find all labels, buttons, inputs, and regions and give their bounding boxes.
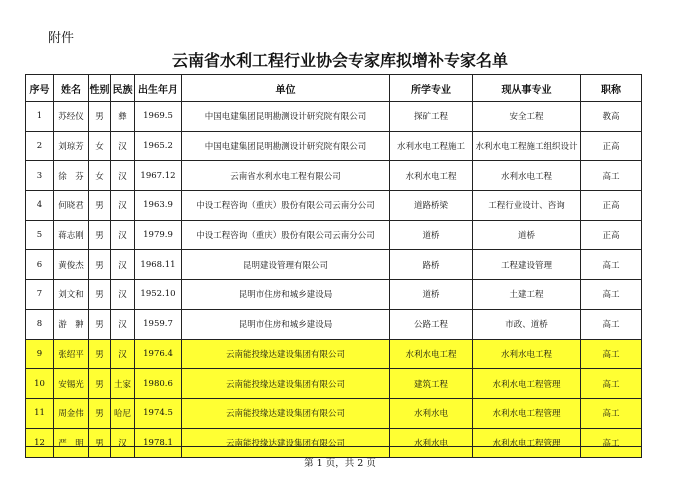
gender-cell: 男 (89, 191, 111, 221)
ethnicity-cell: 汉 (111, 428, 135, 458)
row-number-cell: 9 (26, 339, 54, 369)
ethnicity-cell: 汉 (111, 131, 135, 161)
row-number-cell: 2 (26, 131, 54, 161)
employer-cell: 云南能投缘达建设集团有限公司 (182, 369, 390, 399)
employer-cell: 云南省水利水电工程有限公司 (182, 161, 390, 191)
birth-date-cell: 1979.9 (135, 220, 182, 250)
header-cell: 序号 (26, 75, 54, 102)
row-number-cell: 8 (26, 309, 54, 339)
professional-title-cell: 高工 (581, 369, 642, 399)
table-row (26, 250, 642, 280)
header-cell: 现从事专业 (473, 75, 581, 102)
expert-roster-table (25, 74, 642, 458)
major-cell: 公路工程 (390, 309, 473, 339)
current-specialty-cell: 道桥 (473, 220, 581, 250)
table-row (26, 131, 642, 161)
row-number-cell: 3 (26, 161, 54, 191)
birth-date-cell: 1959.7 (135, 309, 182, 339)
birth-date-cell: 1963.9 (135, 191, 182, 221)
birth-date-cell: 1968.11 (135, 250, 182, 280)
gender-cell: 男 (89, 250, 111, 280)
table-row (26, 161, 642, 191)
current-specialty-cell: 水利水电工程 (473, 339, 581, 369)
current-specialty-cell: 土建工程 (473, 280, 581, 310)
major-cell: 建筑工程 (390, 369, 473, 399)
name-cell: 周金伟 (54, 398, 89, 428)
name-cell: 徐 芬 (54, 161, 89, 191)
employer-cell: 云南能投缘达建设集团有限公司 (182, 428, 390, 458)
current-specialty-cell: 水利水电工程管理 (473, 428, 581, 458)
professional-title-cell: 高工 (581, 250, 642, 280)
birth-date-cell: 1980.6 (135, 369, 182, 399)
major-cell: 水利水电 (390, 428, 473, 458)
table-row (26, 398, 642, 428)
gender-cell: 女 (89, 131, 111, 161)
employer-cell: 昆明市住房和城乡建设局 (182, 280, 390, 310)
page-footer: 第 1 页，共 2 页 (304, 458, 376, 469)
birth-date-cell: 1974.5 (135, 398, 182, 428)
table-row (26, 220, 642, 250)
name-cell: 何晓君 (54, 191, 89, 221)
major-cell: 水利水电工程 (390, 161, 473, 191)
row-number-cell: 7 (26, 280, 54, 310)
header-cell: 单位 (182, 75, 390, 102)
professional-title-cell: 正高 (581, 191, 642, 221)
employer-cell: 中国电建集团昆明勘测设计研究院有限公司 (182, 131, 390, 161)
major-cell: 探矿工程 (390, 102, 473, 132)
header-cell: 职称 (581, 75, 642, 102)
current-specialty-cell: 水利水电工程施工组织设计 (473, 131, 581, 161)
gender-cell: 女 (89, 161, 111, 191)
name-cell: 刘琼芳 (54, 131, 89, 161)
ethnicity-cell: 汉 (111, 220, 135, 250)
table-row (26, 339, 642, 369)
professional-title-cell: 高工 (581, 280, 642, 310)
name-cell: 黄俊杰 (54, 250, 89, 280)
header-row (26, 75, 642, 102)
birth-date-cell: 1978.1 (135, 428, 182, 458)
current-specialty-cell: 水利水电工程 (473, 161, 581, 191)
header-cell: 出生年月 (135, 75, 182, 102)
row-number-cell: 11 (26, 398, 54, 428)
gender-cell: 男 (89, 369, 111, 399)
employer-cell: 中设工程咨询（重庆）股份有限公司云南分公司 (182, 191, 390, 221)
professional-title-cell: 高工 (581, 428, 642, 458)
current-specialty-cell: 工程行业设计、咨询 (473, 191, 581, 221)
table-row (26, 191, 642, 221)
employer-cell: 云南能投缘达建设集团有限公司 (182, 339, 390, 369)
name-cell: 苏经仪 (54, 102, 89, 132)
professional-title-cell: 高工 (581, 339, 642, 369)
major-cell: 路桥 (390, 250, 473, 280)
row-number-cell: 6 (26, 250, 54, 280)
ethnicity-cell: 汉 (111, 280, 135, 310)
current-specialty-cell: 水利水电工程管理 (473, 398, 581, 428)
ethnicity-cell: 汉 (111, 250, 135, 280)
document-title: 云南省水利工程行业协会专家库拟增补专家名单 (171, 51, 508, 70)
gender-cell: 男 (89, 339, 111, 369)
employer-cell: 中国电建集团昆明勘测设计研究院有限公司 (182, 102, 390, 132)
employer-cell: 云南能投缘达建设集团有限公司 (182, 398, 390, 428)
page-separator-line (25, 446, 641, 447)
gender-cell: 男 (89, 428, 111, 458)
name-cell: 游 翀 (54, 309, 89, 339)
employer-cell: 昆明建设管理有限公司 (182, 250, 390, 280)
professional-title-cell: 教高 (581, 102, 642, 132)
major-cell: 道桥 (390, 280, 473, 310)
header-cell: 性别 (89, 75, 111, 102)
gender-cell: 男 (89, 398, 111, 428)
gender-cell: 男 (89, 220, 111, 250)
ethnicity-cell: 土家 (111, 369, 135, 399)
current-specialty-cell: 工程建设管理 (473, 250, 581, 280)
ethnicity-cell: 汉 (111, 339, 135, 369)
name-cell: 安锡光 (54, 369, 89, 399)
name-cell: 严 明 (54, 428, 89, 458)
ethnicity-cell: 汉 (111, 309, 135, 339)
professional-title-cell: 高工 (581, 398, 642, 428)
ethnicity-cell: 哈尼 (111, 398, 135, 428)
table-row (26, 102, 642, 132)
table-row (26, 369, 642, 399)
gender-cell: 男 (89, 102, 111, 132)
birth-date-cell: 1969.5 (135, 102, 182, 132)
major-cell: 水利水电工程 (390, 339, 473, 369)
professional-title-cell: 高工 (581, 309, 642, 339)
table-body (26, 102, 642, 458)
table-row (26, 309, 642, 339)
name-cell: 张绍平 (54, 339, 89, 369)
major-cell: 水利水电工程施工 (390, 131, 473, 161)
name-cell: 刘文和 (54, 280, 89, 310)
header-cell: 所学专业 (390, 75, 473, 102)
major-cell: 道路桥梁 (390, 191, 473, 221)
employer-cell: 中设工程咨询（重庆）股份有限公司云南分公司 (182, 220, 390, 250)
row-number-cell: 1 (26, 102, 54, 132)
birth-date-cell: 1965.2 (135, 131, 182, 161)
major-cell: 水利水电 (390, 398, 473, 428)
ethnicity-cell: 彝 (111, 102, 135, 132)
major-cell: 道桥 (390, 220, 473, 250)
table-row (26, 280, 642, 310)
professional-title-cell: 正高 (581, 220, 642, 250)
gender-cell: 男 (89, 280, 111, 310)
row-number-cell: 12 (26, 428, 54, 458)
ethnicity-cell: 汉 (111, 191, 135, 221)
attachment-label: 附件 (48, 31, 75, 46)
row-number-cell: 4 (26, 191, 54, 221)
name-cell: 蒋志刚 (54, 220, 89, 250)
current-specialty-cell: 市政、道桥 (473, 309, 581, 339)
current-specialty-cell: 水利水电工程管理 (473, 369, 581, 399)
row-number-cell: 5 (26, 220, 54, 250)
employer-cell: 昆明市住房和城乡建设局 (182, 309, 390, 339)
ethnicity-cell: 汉 (111, 161, 135, 191)
professional-title-cell: 正高 (581, 131, 642, 161)
table-row (26, 428, 642, 458)
birth-date-cell: 1976.4 (135, 339, 182, 369)
birth-date-cell: 1952.10 (135, 280, 182, 310)
row-number-cell: 10 (26, 369, 54, 399)
header-cell: 姓名 (54, 75, 89, 102)
professional-title-cell: 高工 (581, 161, 642, 191)
header-cell: 民族 (111, 75, 135, 102)
gender-cell: 男 (89, 309, 111, 339)
current-specialty-cell: 安全工程 (473, 102, 581, 132)
birth-date-cell: 1967.12 (135, 161, 182, 191)
